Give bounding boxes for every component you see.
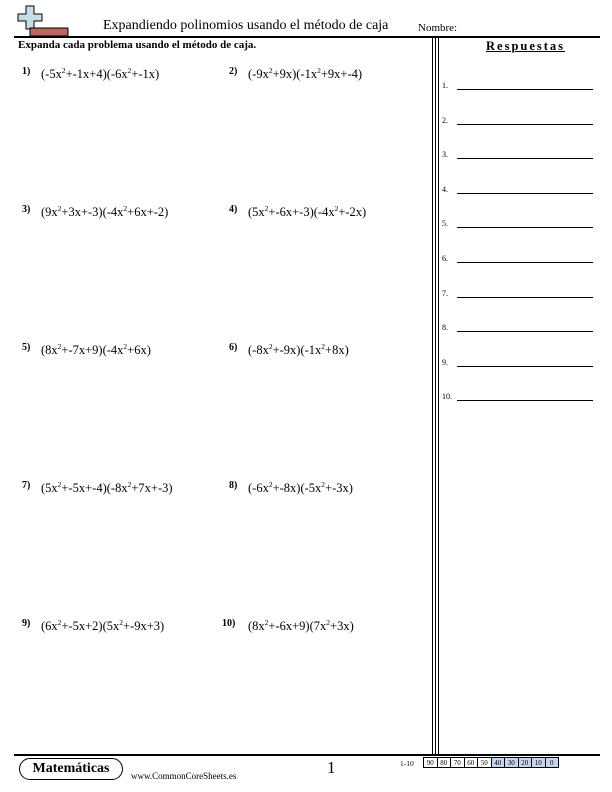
problem-expression: $(8x^2+-7x+9)(-4x^2+6x)$ <box>41 342 151 357</box>
score-cell: 40 <box>491 757 506 768</box>
answer-blank[interactable] <box>457 262 593 263</box>
column-divider <box>438 37 439 754</box>
answer-blank[interactable] <box>457 124 593 125</box>
answer-label: 10. <box>442 392 452 401</box>
problem-expression: $(9x^2+3x+-3)(-4x^2+6x+-2)$ <box>41 204 169 219</box>
name-label: Nombre: <box>418 22 458 34</box>
answer-label: 1. <box>442 81 448 90</box>
column-divider <box>435 37 436 754</box>
problem-expression: $(-6x^2+-8x)(-5x^2+-3x)$ <box>248 480 353 495</box>
problem-number: 6) <box>229 342 238 353</box>
score-cell: 80 <box>437 757 452 768</box>
problem-expression: $(8x^2+-6x+9)(7x^2+3x)$ <box>248 618 354 633</box>
page-number: 1 <box>327 758 336 777</box>
score-cell: 60 <box>464 757 479 768</box>
problem-number: 3) <box>22 204 31 215</box>
problem-number: 8) <box>229 480 238 491</box>
problem-expression: $(5x^2+-5x+-4)(-8x^2+7x+-3)$ <box>41 480 173 495</box>
answer-blank[interactable] <box>457 227 593 228</box>
score-range: 1-10 <box>400 759 414 768</box>
answers-heading: Respuestas <box>486 39 566 53</box>
answer-label: 7. <box>442 289 448 298</box>
problem-number: 9) <box>22 618 31 629</box>
problem-expression: $(-5x^2+-1x+4)(-6x^2+-1x)$ <box>41 66 160 81</box>
score-cell: 20 <box>518 757 533 768</box>
brand-badge: Matemáticas <box>19 758 123 780</box>
worksheet-title: Expandiendo polinomios usando el método de caja <box>103 18 389 33</box>
answer-blank[interactable] <box>457 400 593 401</box>
answer-label: 4. <box>442 185 448 194</box>
problem-expression: $(-9x^2+9x)(-1x^2+9x+-4)$ <box>248 66 363 81</box>
score-cell: 90 <box>423 757 438 768</box>
footer-rule <box>14 754 600 756</box>
answer-label: 3. <box>442 150 448 159</box>
score-cell: 30 <box>504 757 519 768</box>
site-url[interactable]: www.CommonCoreSheets.es <box>131 771 237 781</box>
answer-label: 9. <box>442 358 448 367</box>
answer-label: 6. <box>442 254 448 263</box>
answer-label: 8. <box>442 323 448 332</box>
score-table <box>424 757 559 768</box>
answer-blank[interactable] <box>457 193 593 194</box>
answer-blank[interactable] <box>457 158 593 159</box>
problem-number: 10) <box>222 618 236 629</box>
problem-expression: $(-8x^2+-9x)(-1x^2+8x)$ <box>248 342 349 357</box>
answer-blank[interactable] <box>457 89 593 90</box>
problem-number: 1) <box>22 66 31 77</box>
instructions: Expanda cada problema usando el método de caja. <box>18 39 257 51</box>
problem-number: 5) <box>22 342 31 353</box>
problem-expression: $(6x^2+-5x+2)(5x^2+-9x+3)$ <box>41 618 165 633</box>
score-cell: 50 <box>477 757 492 768</box>
score-cell: 70 <box>450 757 465 768</box>
header-rule <box>14 36 600 38</box>
column-divider <box>432 37 433 754</box>
answer-label: 2. <box>442 116 448 125</box>
problem-expression: $(5x^2+-6x+-3)(-4x^2+-2x)$ <box>248 204 367 219</box>
answer-blank[interactable] <box>457 297 593 298</box>
score-cell: 10 <box>531 757 546 768</box>
answer-blank[interactable] <box>457 331 593 332</box>
plus-minus-icon <box>16 4 72 38</box>
problem-number: 7) <box>22 480 31 491</box>
answer-blank[interactable] <box>457 366 593 367</box>
answer-label: 5. <box>442 219 448 228</box>
problem-number: 2) <box>229 66 238 77</box>
problem-number: 4) <box>229 204 238 215</box>
score-cell: 0 <box>545 757 560 768</box>
